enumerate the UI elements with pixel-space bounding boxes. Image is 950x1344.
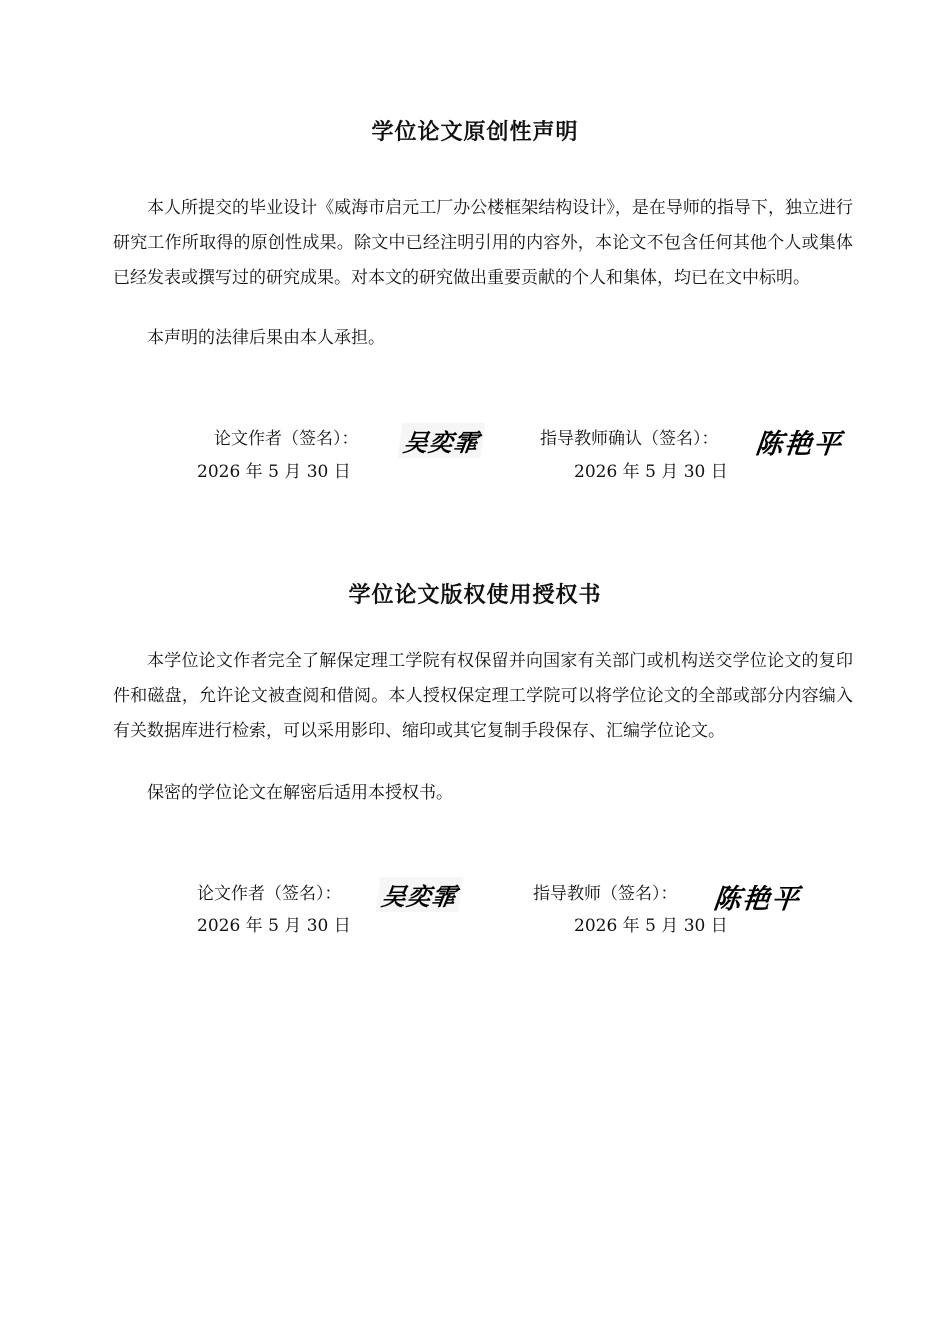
declaration-paragraph-1: 本人所提交的毕业设计《威海市启元工厂办公楼框架结构设计》，是在导师的指导下，独立进行研究工作所取得的原创性成果。除文中已经注明引用的内容外，本论文不包含任何其他个人或集体已经发表或撰写过的研究成果。对本文的研究做出重要贡献的个人和集体，均已在文中标明。 — [113, 198, 853, 288]
authorization-paragraph-1: 本学位论文作者完全了解保定理工学院有权保留并向国家有关部门或机构送交学位论文的复印件和磁盘，允许论文被查阅和借阅。本人授权保定理工学院可以将学位论文的全部或部分内容编入有关数据库进行检索，可以采用影印、缩印或其它复制手段保存、汇编学位论文。 — [113, 651, 853, 741]
authorization-advisor-label: 指导教师（签名）： — [533, 884, 678, 904]
authorization-title: 学位论文版权使用授权书 — [348, 583, 602, 608]
declaration-title: 学位论文原创性声明 — [371, 120, 579, 145]
declaration-author-signature: 吴奕霏 — [398, 423, 486, 458]
authorization-advisor-signature: 陈艳平 — [712, 884, 803, 915]
authorization-advisor-date: 2026 年 5 月 30 日 — [574, 916, 728, 936]
declaration-author-label: 论文作者（签名）： — [214, 429, 359, 449]
declaration-advisor-signature: 陈艳平 — [754, 429, 845, 460]
declaration-paragraph-2: 本声明的法律后果由本人承担。 — [147, 328, 385, 348]
authorization-author-signature: 吴奕霏 — [376, 877, 464, 912]
authorization-paragraph-2: 保密的学位论文在解密后适用本授权书。 — [147, 783, 453, 803]
authorization-author-label: 论文作者（签名）： — [197, 884, 342, 904]
declaration-author-date: 2026 年 5 月 30 日 — [197, 462, 351, 482]
declaration-advisor-label: 指导教师确认（签名）： — [540, 429, 719, 449]
authorization-author-date: 2026 年 5 月 30 日 — [197, 916, 351, 936]
declaration-advisor-date: 2026 年 5 月 30 日 — [574, 462, 728, 482]
